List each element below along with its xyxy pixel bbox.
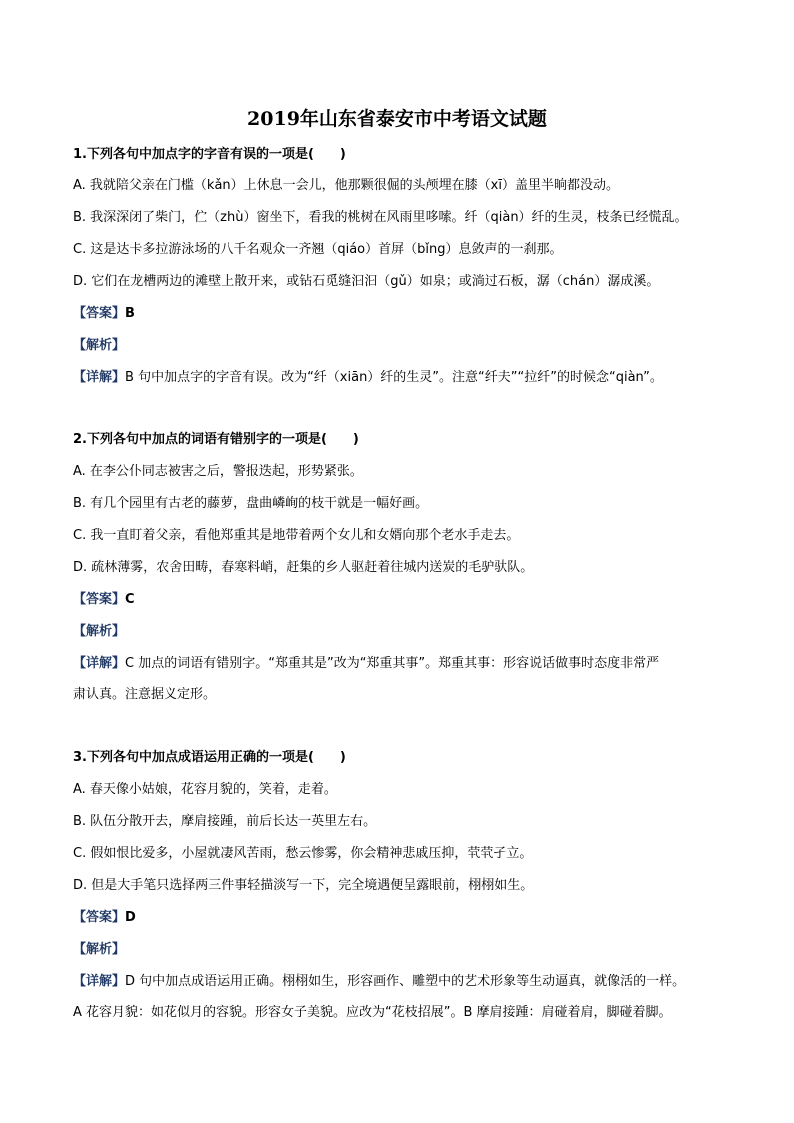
question-3-option-b: B. 队伍分散开去，摩肩接踵，前后长达一英里左右。: [73, 814, 377, 829]
answer-value: C: [125, 592, 135, 607]
question-3-answer: [73, 909, 136, 927]
question-3-option-c: C. 假如恨比爱多，小屋就凄风苦雨，愁云惨雾，你会精神悲戚压抑，茕茕孑立。: [73, 846, 533, 861]
question-2-detail-cont: 肃认真。注意据义定形。: [73, 687, 217, 702]
detail-text: C 加点的词语有错别字。“郑重其是”改为“郑重其事”。郑重其事：形容说话做事时态度非常严: [125, 656, 660, 671]
detail-text: B 句中加点字的字音有误。改为“纤（xiān）纤的生灵”。注意“纤夫”“拉纤”的时候念“qiàn”。: [125, 370, 663, 385]
question-1-answer: [73, 305, 135, 323]
question-2-answer: [73, 591, 135, 609]
question-2-detail: [73, 655, 659, 673]
question-1-option-c: C. 这是达卡多拉游泳场的八千名观众一齐翘（qiáo）首屏（bǐng）息敛声的一刹那。: [73, 242, 563, 257]
question-3-option-a: A. 春天像小姑娘，花容月貌的，笑着，走着。: [73, 782, 337, 797]
question-2-analysis-tag: 【解析】: [73, 624, 126, 639]
question-1-stem: 1.下列各句中加点字的字音有误的一项是( ): [73, 147, 346, 162]
question-1-option-a: A. 我就陪父亲在门槛（kǎn）上休息一会儿，他那颗很倔的头颅埋在膝（xī）盖里半晌都没动。: [73, 178, 619, 193]
answer-value: B: [125, 306, 135, 321]
detail-text: D 句中加点成语运用正确。栩栩如生，形容画作、雕塑中的艺术形象等生动逼真，就像活的一样。: [125, 974, 686, 989]
answer-tag: 【答案】: [73, 910, 126, 925]
question-2-stem: 2.下列各句中加点的词语有错别字的一项是( ): [73, 432, 359, 447]
question-1-option-b: B. 我深深闭了柴门，伫（zhù）窗坐下，看我的桃树在风雨里哆嗦。纤（qiàn）纤的生灵，枝条已经慌乱。: [73, 210, 688, 225]
question-1-analysis-tag: 【解析】: [73, 338, 126, 353]
question-3-stem: 3.下列各句中加点成语运用正确的一项是( ): [73, 750, 346, 765]
detail-tag: 【详解】: [73, 656, 126, 671]
question-2-option-b: B. 有几个园里有古老的藤萝，盘曲嶙峋的枝干就是一幅好画。: [73, 496, 429, 511]
question-3-detail: [73, 973, 685, 991]
question-2-option-a: A. 在李公仆同志被害之后，警报迭起，形势紧张。: [73, 464, 363, 479]
question-1-detail: [73, 369, 663, 387]
question-2-option-d: D. 疏林薄雾，农舍田畴，春寒料峭，赶集的乡人驱赶着往城内送炭的毛驴驮队。: [73, 560, 534, 575]
question-1-option-d: D. 它们在龙槽两边的滩壁上散开来，或钻石觅缝汩汩（gǔ）如泉；或淌过石板，潺（chán）潺成溪。: [73, 274, 660, 289]
detail-tag: 【详解】: [73, 974, 126, 989]
document-title: 2019年山东省泰安市中考语文试题: [247, 108, 547, 130]
question-2-option-c: C. 我一直盯着父亲，看他郑重其是地带着两个女儿和女婿向那个老水手走去。: [73, 528, 520, 543]
answer-value: D: [125, 910, 136, 925]
detail-tag: 【详解】: [73, 370, 126, 385]
answer-tag: 【答案】: [73, 306, 126, 321]
question-3-detail-cont: A 花容月貌：如花似月的容貌。形容女子美貌。应改为“花枝招展”。B 摩肩接踵：肩碰着肩，脚碰着脚。: [73, 1005, 672, 1020]
question-3-option-d: D. 但是大手笔只选择两三件事轻描淡写一下，完全境遇便呈露眼前，栩栩如生。: [73, 878, 534, 893]
question-3-analysis-tag: 【解析】: [73, 942, 126, 957]
answer-tag: 【答案】: [73, 592, 126, 607]
